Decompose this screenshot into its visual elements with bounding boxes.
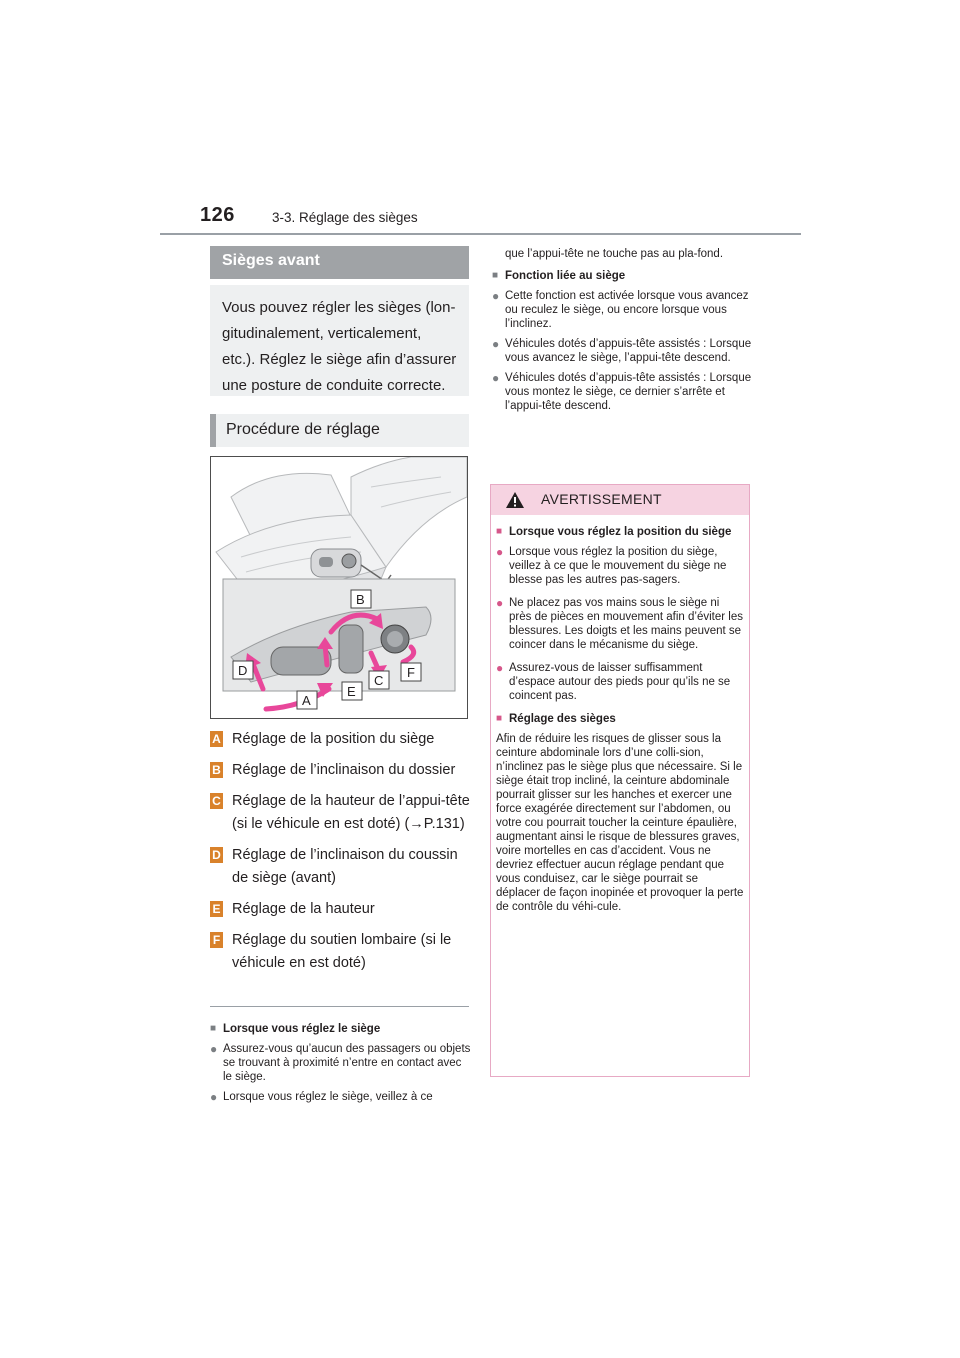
figure-label-a: A — [302, 693, 311, 708]
legend-key-f: F — [210, 932, 223, 948]
figure-label-e: E — [347, 684, 356, 699]
intro-paragraph: Vous pouvez régler les sièges (lon-gitudinalement, verticalement, etc.). Réglez le siège afin d’assurer une posture de conduite correcte. — [210, 285, 469, 396]
note-heading: ■ Lorsque vous réglez le siège — [210, 1022, 472, 1036]
note-text: Cette fonction est activée lorsque vous avancez ou reculez le siège, ou encore lorsque vous l’inclinez. — [505, 290, 749, 330]
note-text: Véhicules dotés d’appuis-tête assistés : Lorsque vous avancez le siège, l’appui-tête descend. — [505, 338, 752, 364]
note-text: Assurez-vous qu’aucun des passagers ou objets se trouvant à proximité n’entre en contact avec le siège. — [223, 1043, 471, 1083]
figure-legend — [210, 728, 470, 983]
warning-paragraph: Afin de réduire les risques de glisser sous la ceinture abdominale lors d’une colli-sion, n’inclinez pas le siège plus que nécessaire. Si le siège était trop incliné, la ceinture abdominale pourrait glisser sur les hanches et exercer une force exagérée directement sur l’abdomen, ou votre cou pourrait toucher la ceinture épaulière, augmentant ainsi le risque de blessures graves, voire mortelles en cas d’accident. Vous ne devriez effectuer aucun réglage pendant que vous conduisez, car le siège pourrait se déplacer de façon inopinée et provoquer la perte de contrôle du véhi-cule. — [496, 733, 744, 913]
warning-header — [491, 485, 749, 515]
bullet-icon: ● — [210, 1090, 218, 1104]
legend-key-d: D — [210, 847, 223, 863]
warning-box — [490, 484, 750, 1077]
figure-label-d: D — [238, 663, 248, 678]
subsection-title: Procédure de réglage — [210, 414, 469, 447]
warning-text: Lorsque vous réglez la position du siège, veillez à ce que le mouvement du siège ne blesse pas les autres pas-sagers. — [509, 546, 727, 586]
note-text: Lorsque vous réglez le siège, veillez à ce — [223, 1091, 433, 1103]
legend-item-c — [210, 790, 470, 836]
warning-text: Ne placez pas vos mains sous le siège ni près de pièces en mouvement afin d’éviter les blessures. Les doigts et les mains peuvent se coincer dans le mécanisme du siège. — [509, 597, 743, 651]
legend-key-b: B — [210, 762, 223, 778]
warning-item — [496, 661, 744, 703]
warning-text: Assurez-vous de laisser suffisamment d’espace autour des pieds pour qu’ils ne se coincent pas. — [509, 662, 731, 702]
page-number: 126 — [200, 204, 235, 226]
notes-divider — [210, 1006, 469, 1007]
figure-label-b: B — [356, 592, 365, 607]
legend-key-a: A — [210, 731, 223, 747]
legend-item-b — [210, 759, 470, 782]
warning-item — [496, 545, 744, 587]
legend-text-e: Réglage de la hauteur — [232, 901, 375, 917]
page-header — [200, 204, 800, 234]
note-continuation: que l’appui-tête ne touche pas au pla-fond. — [505, 248, 724, 260]
warning-heading-1: ■ Lorsque vous réglez la position du siège — [496, 525, 744, 539]
warning-title: AVERTISSEMENT — [541, 491, 662, 507]
section-title: Sièges avant — [210, 246, 469, 279]
note-item — [492, 337, 754, 365]
bullet-icon: ● — [210, 1042, 218, 1056]
legend-key-c: C — [210, 793, 223, 809]
warning-triangle-icon — [505, 491, 525, 509]
note-item — [210, 1042, 472, 1084]
legend-item-f — [210, 929, 470, 975]
legend-text-b: Réglage de l’inclinaison du dossier — [232, 762, 456, 778]
bullet-icon: ● — [492, 337, 500, 351]
seat-illustration-svg — [211, 457, 467, 718]
legend-item-a — [210, 728, 470, 751]
legend-item-e — [210, 898, 470, 921]
bullet-icon: ● — [492, 371, 500, 385]
note-item — [210, 1090, 472, 1104]
bullet-icon: ● — [496, 596, 504, 610]
note-heading: ■ Fonction liée au siège — [492, 269, 754, 283]
legend-text-c: Réglage de la hauteur de l’appui-tête (si le véhicule en est doté) (→P.131) — [232, 793, 470, 832]
warning-item — [496, 596, 744, 652]
figure-label-f: F — [407, 665, 415, 680]
bullet-icon: ● — [496, 545, 504, 559]
note-item — [492, 289, 754, 331]
header-divider — [160, 233, 801, 235]
notes-left — [210, 1014, 472, 1110]
notes-right — [492, 247, 754, 419]
legend-item-d — [210, 844, 470, 890]
legend-text-f: Réglage du soutien lombaire (si le véhicule en est doté) — [232, 932, 452, 971]
warning-body — [491, 515, 749, 914]
seat-controls-illustration — [210, 456, 468, 719]
legend-text-d: Réglage de l’inclinaison du coussin de siège (avant) — [232, 847, 458, 886]
chapter-title: 3-3. Réglage des sièges — [272, 210, 418, 225]
note-item — [492, 371, 754, 413]
bullet-icon: ● — [496, 661, 504, 675]
legend-text-a: Réglage de la position du siège — [232, 731, 435, 747]
bullet-icon: ● — [492, 289, 500, 303]
warning-heading-2: ■ Réglage des sièges — [496, 712, 744, 726]
figure-label-c: C — [374, 673, 384, 688]
legend-key-e: E — [210, 901, 223, 917]
note-text: Véhicules dotés d’appuis-tête assistés : Lorsque vous montez le siège, ce dernier s’arrête et l’appui-tête descend. — [505, 372, 752, 412]
left-column — [210, 246, 469, 447]
